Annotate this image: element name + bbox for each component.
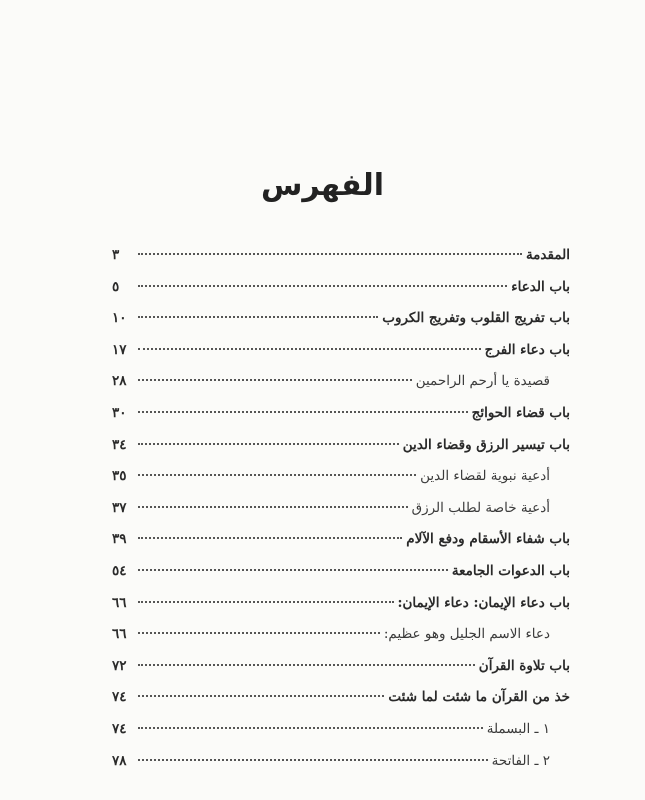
toc-entry-label: باب الدعاء [511,278,570,295]
toc-page-number: ٣٤ [112,436,127,453]
toc-entry [112,651,570,683]
leader-dots [138,316,378,318]
toc-entry [112,588,570,620]
toc-entry [112,398,570,430]
toc-entry [112,556,570,588]
toc-entry-label: باب دعاء الإيمان: دعاء الإيمان: [397,594,570,611]
toc-entry-label: باب قضاء الحوائج [471,404,570,421]
toc-subentry [112,714,570,746]
toc-page-number: ٧٢ [112,657,127,674]
toc-subentry [112,366,570,398]
leader-dots [138,411,468,413]
toc-page-number: ٧٤ [112,689,127,706]
toc-subentry [112,493,570,525]
toc-entry-label: دعاء الاسم الجليل وهو عظيم: [383,626,550,643]
toc-entry-label: باب تفريج القلوب وتفريج الكروب [382,310,570,327]
leader-dots [138,379,412,381]
toc-entry-label: باب شفاء الأسقام ودفع الآلام [406,531,570,548]
toc-page-number: ٦٦ [112,594,127,611]
page-title: الفهرس [260,168,384,203]
toc-entry-label: باب دعاء الفرج [484,341,570,358]
leader-dots [138,695,384,697]
toc-page-number: ٣٩ [112,531,127,548]
toc-entry [112,430,570,462]
leader-dots [138,664,475,666]
toc-entry-label: المقدمة [525,247,570,263]
leader-dots [138,348,481,350]
leader-dots [138,569,448,571]
toc-entry [112,335,570,367]
toc-entry-label: قصيدة يا أرحم الراحمين [415,373,550,390]
toc-page-number: ٣٥ [112,468,127,485]
leader-dots [138,537,402,539]
toc-page-number: ١٧ [112,341,127,358]
toc-page-number: ٧٨ [112,752,127,769]
toc-subentry [112,461,570,493]
toc-page-number: ٣٠ [112,404,127,421]
toc-page-number: ٥٤ [112,562,127,579]
toc-entry [112,682,570,714]
toc-entry-label: أدعية نبوية لقضاء الدين [420,468,550,485]
toc-page-number: ٦٦ [112,626,127,643]
toc-page-number: ٣ [112,247,120,263]
toc-page-number: ٢٨ [112,373,127,390]
toc-entry [112,240,570,272]
toc-entry [112,272,570,304]
toc-entry-label: ٢ ـ الفاتحة [491,752,550,769]
toc-page-number: ٥ [112,278,120,295]
toc-subentry [112,619,570,651]
toc-page-number: ٧٤ [112,720,127,737]
leader-dots [138,285,507,287]
toc-page-number: ٣٧ [112,499,127,516]
leader-dots [138,506,408,508]
toc-entry-label: باب الدعوات الجامعة [451,562,570,579]
leader-dots [138,474,416,476]
toc-entry-label: ١ ـ البسملة [486,720,550,737]
toc-page-number: ١٠ [112,310,127,327]
leader-dots [138,601,394,603]
toc-entry-label: أدعية خاصة لطلب الرزق [411,499,550,516]
leader-dots [138,759,488,761]
toc-entry [112,303,570,335]
leader-dots [138,727,483,729]
toc-entry [112,524,570,556]
leader-dots [138,632,380,634]
toc-entry-label: خذ من القرآن ما شئت لما شئت [388,689,570,706]
leader-dots [138,253,522,255]
toc-entry-label: باب تلاوة القرآن [478,657,570,674]
leader-dots [138,443,399,445]
toc-subentry [112,746,570,778]
toc-entry-label: باب تيسير الرزق وقضاء الدين [402,436,570,453]
table-of-contents [112,240,570,777]
